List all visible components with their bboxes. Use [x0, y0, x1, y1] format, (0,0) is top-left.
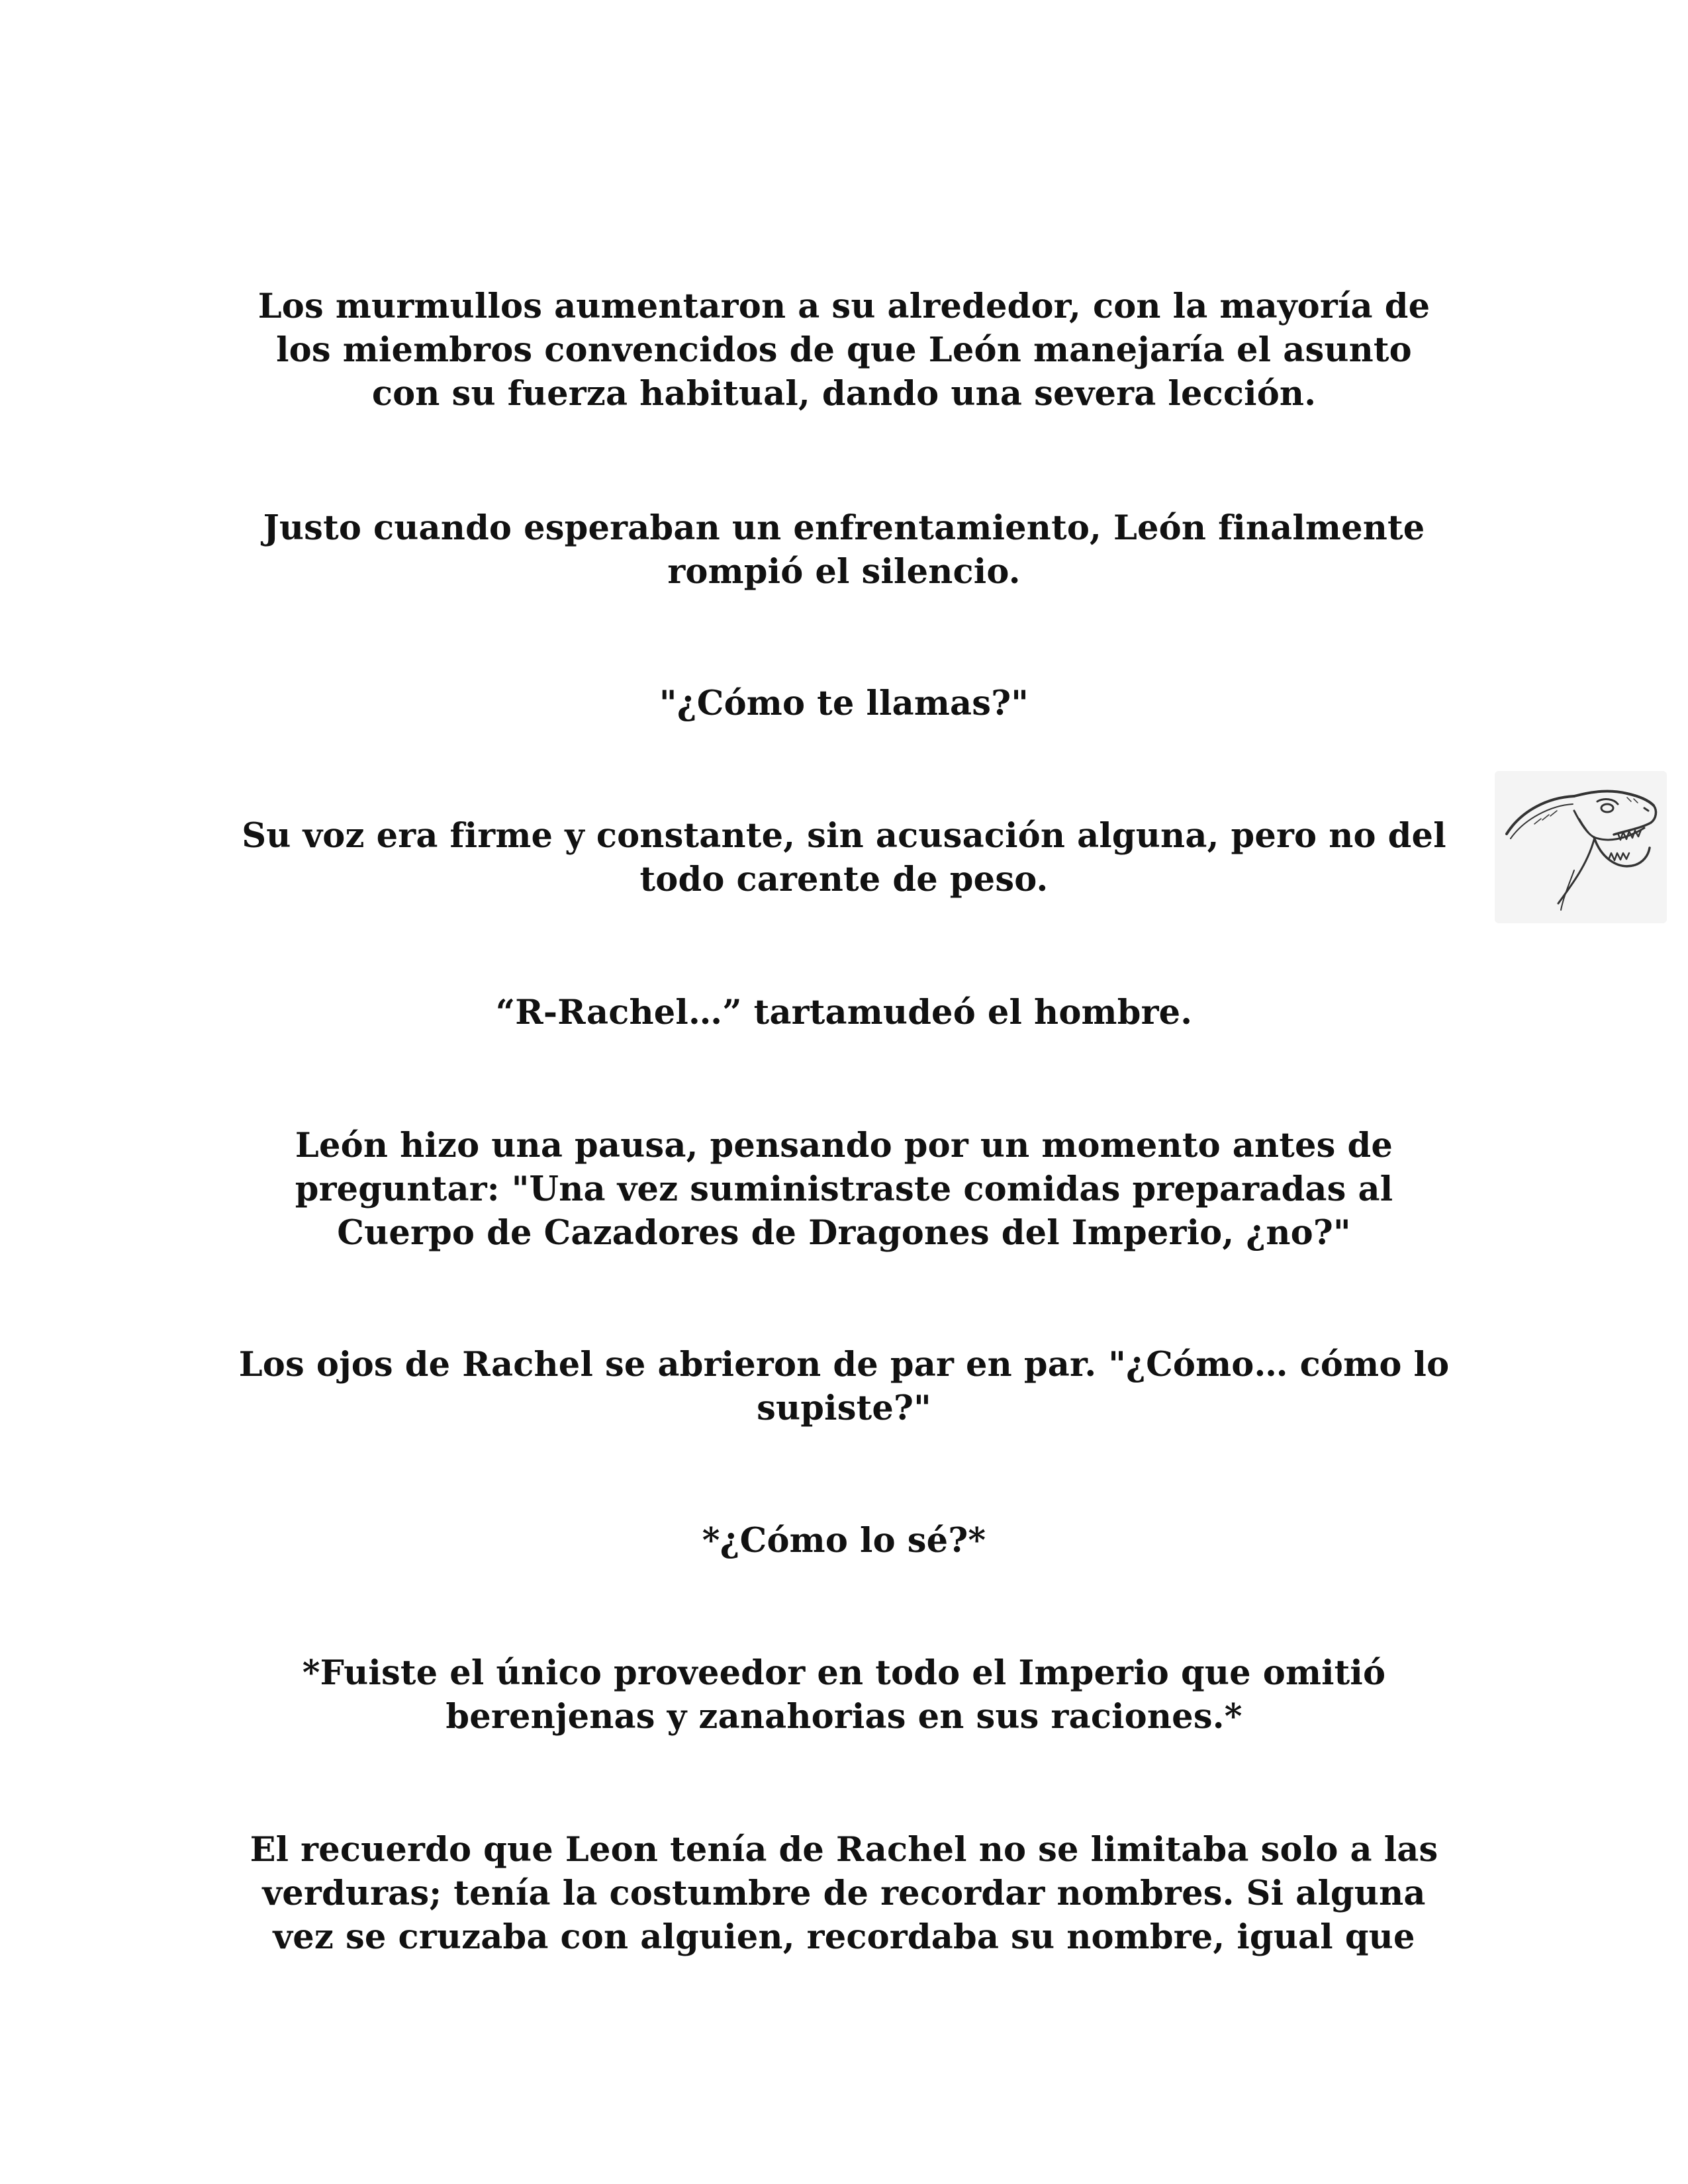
text-line: los miembros convencidos de que León manejaría el asunto	[276, 330, 1412, 370]
text-line: El recuerdo que Leon tenía de Rachel no se limitaba solo a las	[250, 1830, 1438, 1870]
paragraph-voice	[218, 814, 1470, 901]
text-line: rompió el silencio.	[667, 552, 1021, 592]
paragraph-silence	[218, 506, 1470, 594]
text-line: *Fuiste el único proveedor en todo el Imperio que omitió	[302, 1653, 1386, 1693]
text-line: *¿Cómo lo sé?*	[702, 1521, 986, 1561]
text-line: berenjenas y zanahorias en sus raciones.*	[445, 1697, 1243, 1737]
text-line: verduras; tenía la costumbre de recordar nombres. Si alguna	[262, 1874, 1426, 1913]
paragraph-rachel-eyes	[218, 1343, 1470, 1430]
text-line: con su fuerza habitual, dando una severa lección.	[371, 374, 1317, 414]
text-line: preguntar: "Una vez suministraste comidas preparadas al	[295, 1169, 1393, 1209]
text-line: León hizo una pausa, pensando por un momento antes de	[295, 1126, 1393, 1165]
text-line: “R-Rachel…” tartamudeó el hombre.	[495, 993, 1193, 1032]
text-line: vez se cruzaba con alguien, recordaba su nombre, igual que	[273, 1917, 1415, 1957]
dinosaur-head-sketch-icon	[1495, 771, 1667, 923]
text-line: "¿Cómo te llamas?"	[659, 684, 1029, 723]
text-line: supiste?"	[757, 1388, 931, 1428]
text-line: Su voz era firme y constante, sin acusación alguna, pero no del	[242, 816, 1446, 856]
paragraph-leon-pause	[218, 1124, 1470, 1255]
paragraph-memory	[218, 1828, 1470, 1959]
text-line: Cuerpo de Cazadores de Dragones del Imperio, ¿no?"	[337, 1213, 1351, 1253]
text-line: todo carente de peso.	[639, 860, 1049, 899]
paragraph-murmurs	[218, 285, 1470, 416]
paragraph-question-name	[218, 682, 1470, 725]
text-line: Los ojos de Rachel se abrieron de par en par. "¿Cómo… cómo lo	[238, 1345, 1450, 1385]
paragraph-rachel-answer	[218, 991, 1470, 1034]
paragraph-thought-provider	[218, 1651, 1470, 1739]
paragraph-thought-how	[218, 1519, 1470, 1563]
text-line: Los murmullos aumentaron a su alrededor, con la mayoría de	[258, 287, 1430, 326]
text-line: Justo cuando esperaban un enfrentamiento, León finalmente	[263, 508, 1425, 548]
